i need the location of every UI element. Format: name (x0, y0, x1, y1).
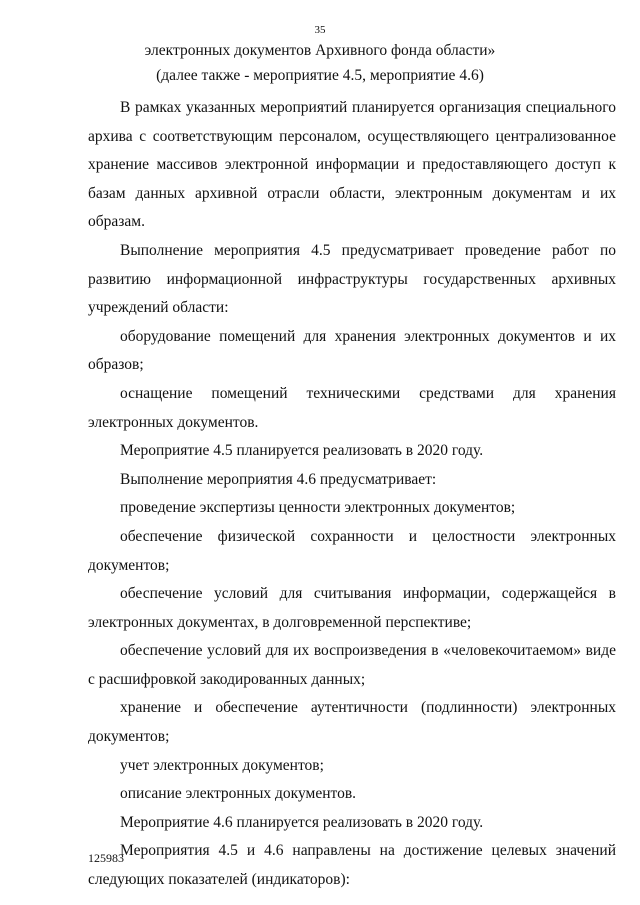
paragraph: Мероприятие 4.6 планируется реализовать в 2020 году. (120, 813, 484, 831)
paragraph: Мероприятие 4.5 планируется реализовать в 2020 году. (120, 442, 484, 460)
paragraph: В рамках указанных мероприятий планируется организация специального архива с соответствующим персоналом, осуществляющего централизованное хранение массивов электронной информации и предоставляющего доступ к базам данных архивной отрасли области, электронным документам и их образам. (88, 99, 616, 231)
paragraph: обеспечение физической сохранности и целостности электронных документов; (88, 527, 616, 574)
paragraph: проведение экспертизы ценности электронных документов; (120, 499, 516, 517)
page-number: 35 (314, 24, 326, 36)
paragraph: оснащение помещений техническими средствами для хранения электронных документов. (88, 384, 616, 431)
paragraph: Мероприятия 4.5 и 4.6 направлены на достижение целевых значений следующих показателей (индикаторов): (88, 842, 616, 889)
paragraph: Выполнение мероприятия 4.5 предусматривает проведение работ по развитию информационной инфраструктуры государственных архивных учреждений области: (88, 241, 616, 317)
paragraph: хранение и обеспечение аутентичности (подлинности) электронных документов; (88, 699, 616, 746)
paragraph: обеспечение условий для их воспроизведения в «человекочитаемом» виде с расшифровкой закодированных данных; (88, 642, 616, 688)
paragraph: оборудование помещений для хранения электронных документов и их образов; (88, 327, 616, 374)
paragraph: обеспечение условий для считывания информации, содержащейся в электронных документах, в долговременной перспективе; (88, 585, 616, 631)
paragraph: описание электронных документов. (120, 785, 357, 803)
heading-line-1: электронных документов Архивного фонда области» (144, 42, 496, 59)
heading-line-2: (далее также - мероприятие 4.5, мероприятие 4.6) (156, 67, 484, 84)
paragraph: учет электронных документов; (120, 756, 324, 774)
body-text (88, 94, 616, 895)
paragraph: Выполнение мероприятия 4.6 предусматривает: (120, 470, 437, 488)
document-code: 125983 (88, 851, 124, 865)
